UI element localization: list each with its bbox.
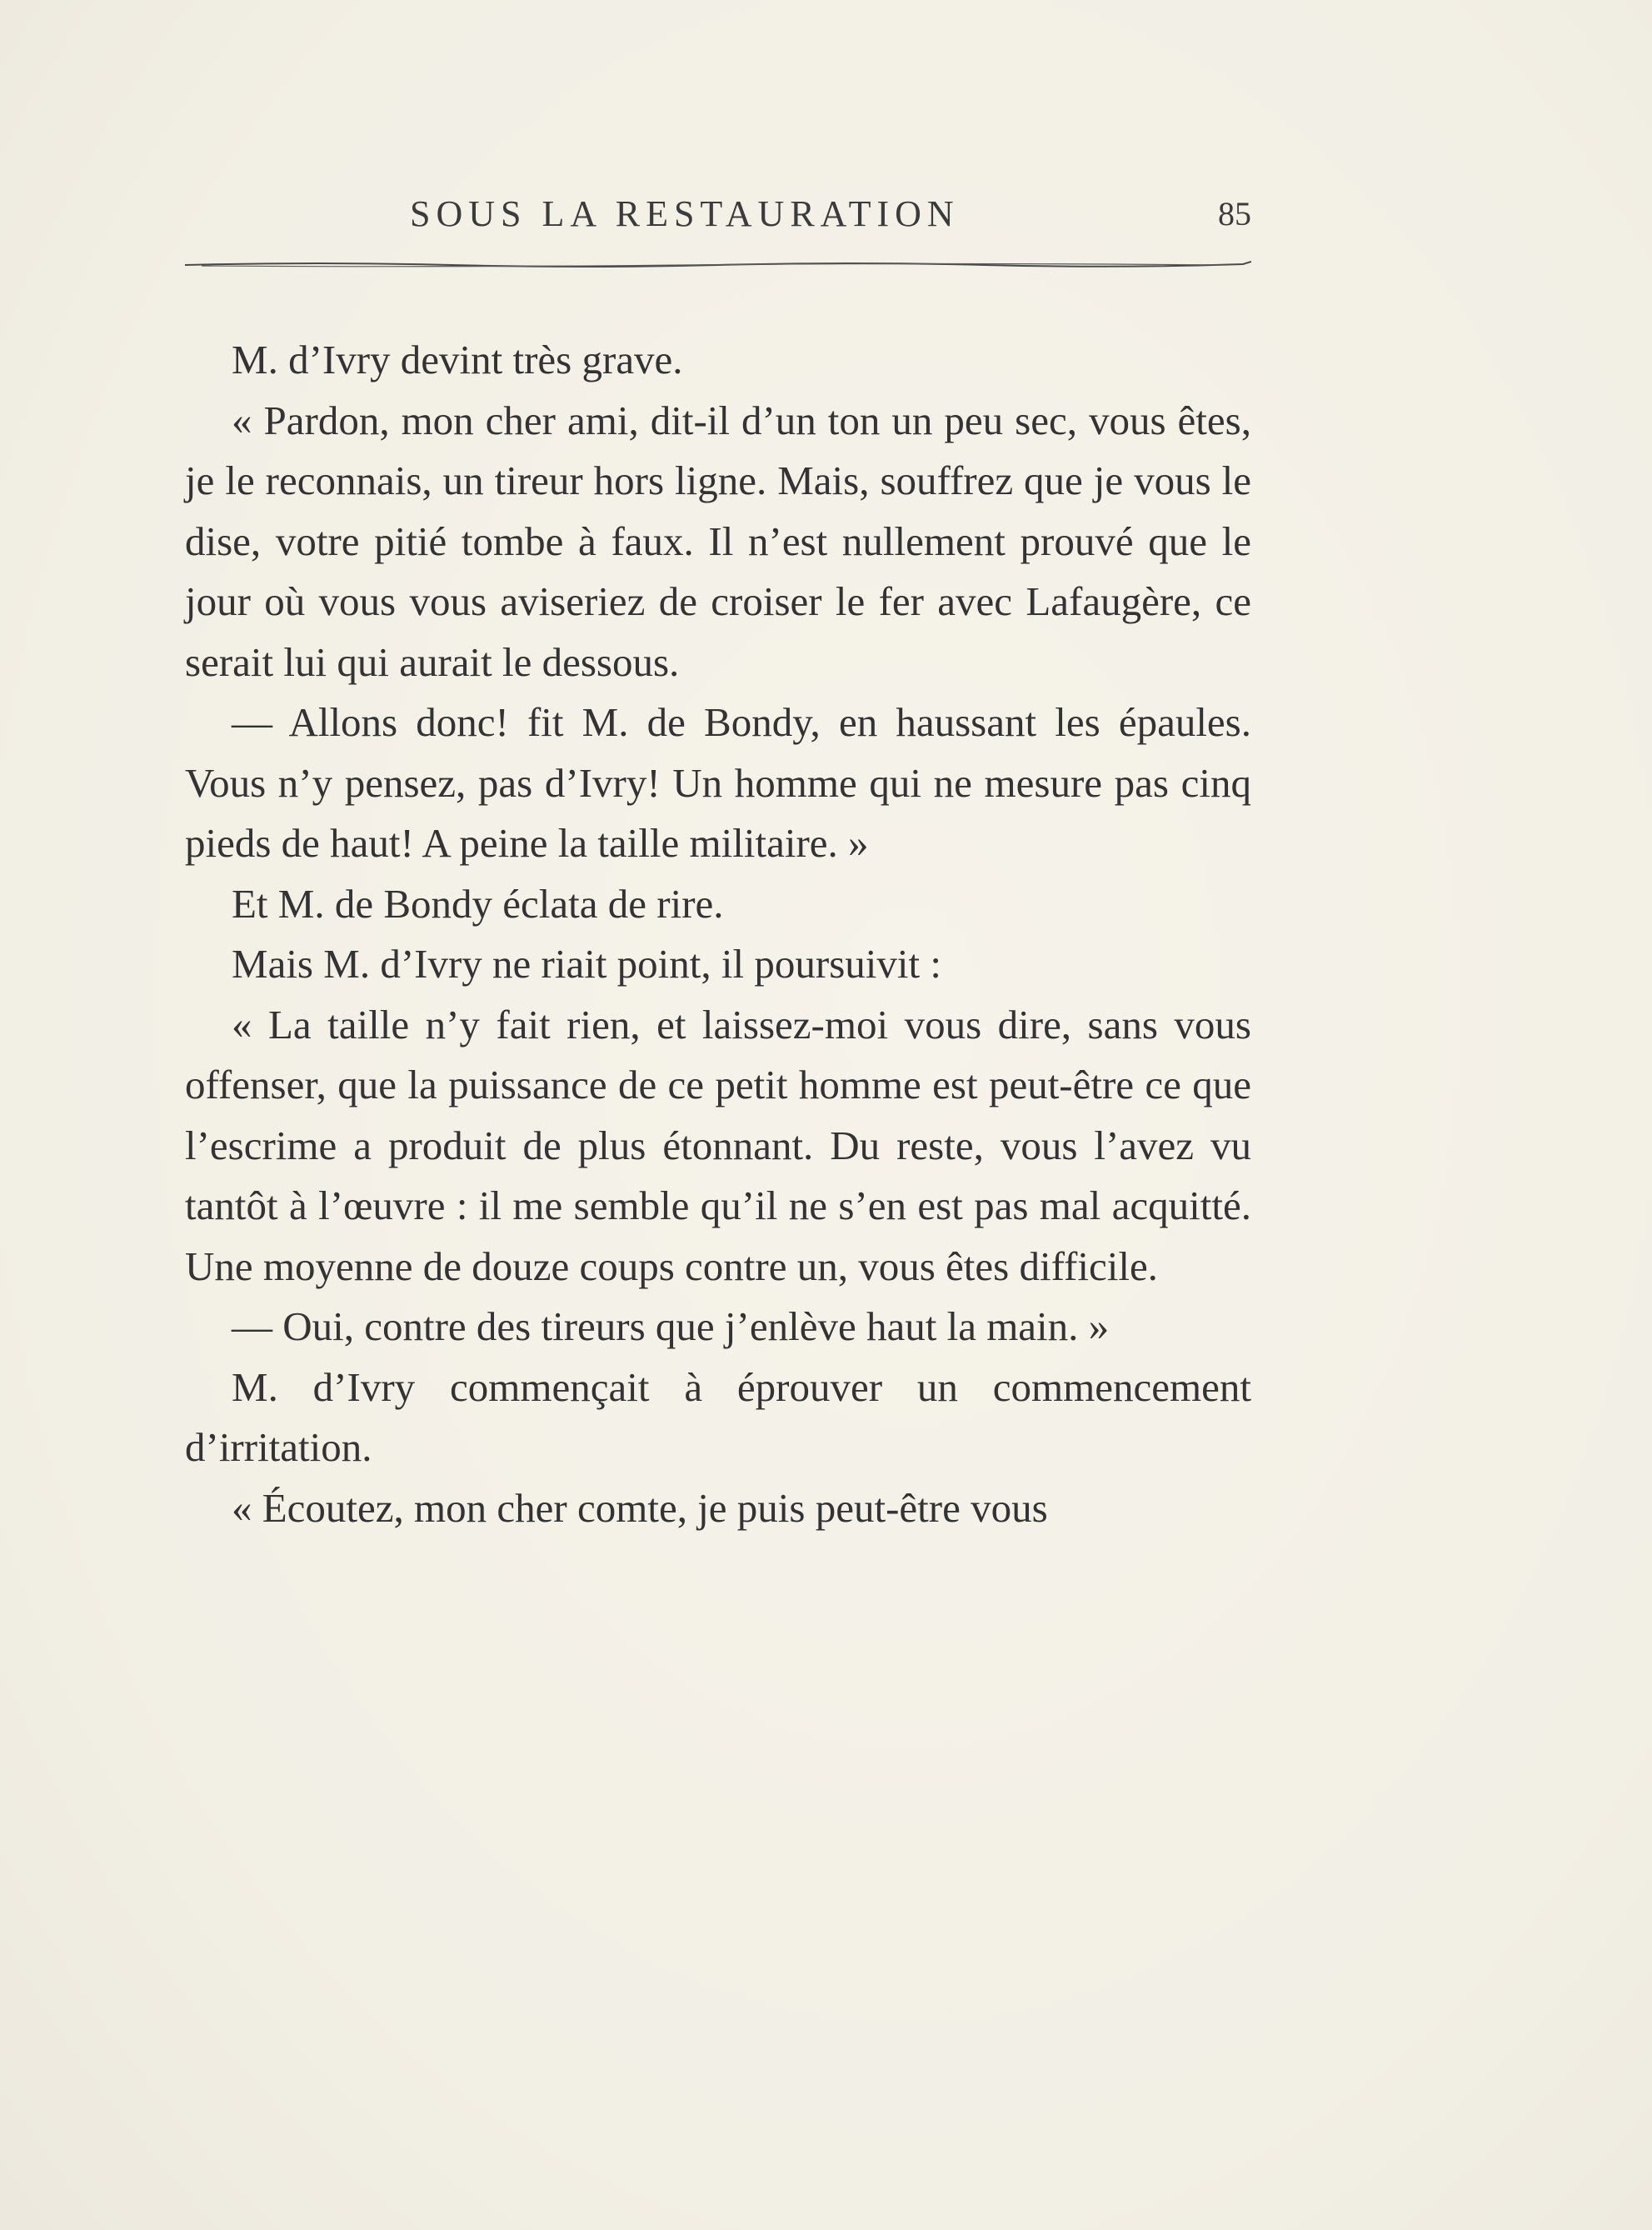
paragraph: « Écoutez, mon cher comte, je puis peut-être vous <box>232 1484 1048 1531</box>
paragraph: Et M. de Bondy éclata de rire. <box>232 880 724 927</box>
paragraph: M. d’Ivry devint très grave. <box>232 337 683 382</box>
paragraph: Mais M. d’Ivry ne riait point, il poursuivit : <box>232 941 941 987</box>
running-title: SOUS LA RESTAURATION <box>410 193 960 234</box>
page-header <box>185 185 1251 243</box>
body-text <box>185 330 1251 1538</box>
paragraph: M. d’Ivry commençait à éprouver un commencement d’irritation. <box>185 1363 1251 1470</box>
page-number: 85 <box>1218 195 1251 232</box>
paragraph: — Oui, contre des tireurs que j’enlève haut la main. » <box>232 1303 1110 1349</box>
paragraph: « La taille n’y fait rien, et laissez-moi vous dire, sans vous offenser, que la puissance de ce petit homme est peut-être ce que l’escrime a produit de plus étonnant. Du reste, vous l’avez vu tantôt à l’œuvre : il me semble qu’il ne s’en est pas mal acquitté. Une moyenne de douze coups contre un, vous êtes difficile. <box>185 1001 1251 1289</box>
paragraph: « Pardon, mon cher ami, dit-il d’un ton un peu sec, vous êtes, je le reconnais, un tireur hors ligne. Mais, souffrez que je vous le dise, votre pitié tombe à faux. Il n’est nullement prouvé que le jour où vous vous aviseriez de croiser le fer avec Lafaugère, ce serait lui qui aurait le dessous. <box>185 397 1251 685</box>
header-rule <box>185 260 1251 270</box>
paragraph: — Allons donc! fit M. de Bondy, en haussant les épaules. Vous n’y pensez, pas d’Ivry! Un homme qui ne mesure pas cinq pieds de haut! A peine la taille militaire. » <box>185 699 1251 866</box>
